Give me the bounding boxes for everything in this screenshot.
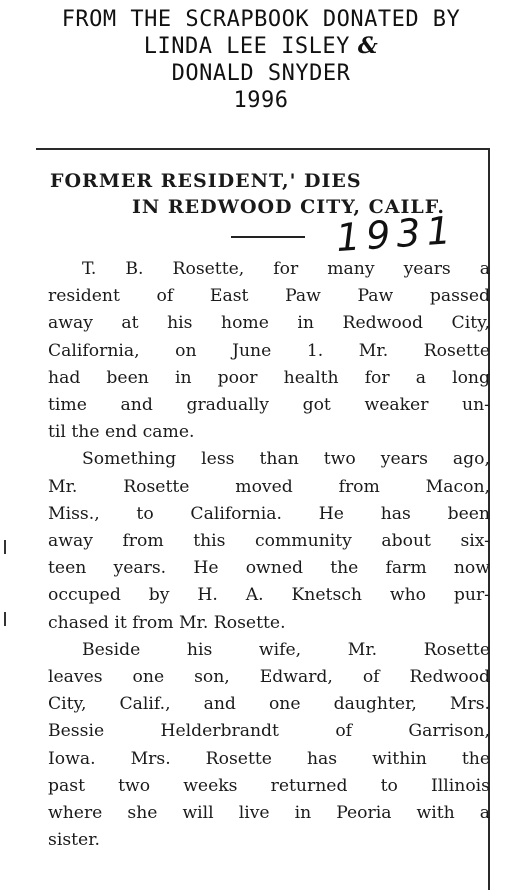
body-line: Bessie Helderbrandt of Garrison,: [48, 721, 490, 742]
body-line: time and gradually got weaker un-: [48, 395, 490, 416]
headline-line-2: IN REDWOOD CITY, CAILF.: [132, 196, 445, 218]
body-line: resident of East Paw Paw passed: [48, 286, 490, 307]
handwritten-year: 1931: [334, 207, 459, 261]
header-line-1: FROM THE SCRAPBOOK DONATED BY: [61, 7, 461, 32]
body-line: California, on June 1. Mr. Rosette: [48, 340, 490, 361]
body-line: Iowa. Mrs. Rosette has within the: [48, 748, 490, 769]
body-line: away from this community about six-: [48, 531, 490, 552]
body-line: where she will live in Peoria with a: [48, 803, 490, 824]
body-line: away at his home in Redwood City,: [48, 313, 490, 334]
body-line: had been in poor health for a long: [48, 367, 490, 388]
body-line: chased it from Mr. Rosette.: [48, 612, 286, 633]
ampersand-mark: &: [357, 33, 379, 59]
donor-name-1: LINDA LEE ISLEY: [143, 34, 350, 59]
scrapbook-header: [0, 6, 522, 114]
body-line: occuped by H. A. Knetsch who pur-: [48, 585, 490, 606]
body-line: teen years. He owned the farm now: [48, 558, 490, 579]
body-line: Beside his wife, Mr. Rosette: [82, 639, 490, 660]
scan-margin-mark: [4, 612, 6, 626]
article-body: [48, 256, 490, 854]
body-line: leaves one son, Edward, of Redwood: [48, 667, 490, 688]
body-line: City, Calif., and one daughter, Mrs.: [48, 694, 490, 715]
body-line: past two weeks returned to Illinois: [48, 775, 490, 796]
body-line: Mr. Rosette moved from Macon,: [48, 476, 490, 497]
headline-divider: [231, 236, 305, 238]
header-year: 1996: [233, 88, 289, 113]
headline-line-1: FORMER RESIDENT,' DIES: [50, 170, 362, 192]
header-line-3: DONALD SNYDER: [171, 61, 351, 86]
header-line-2: [0, 33, 522, 60]
body-line: Something less than two years ago,: [82, 449, 490, 470]
body-line: T. B. Rosette, for many years a: [82, 259, 490, 279]
body-line: til the end came.: [48, 422, 195, 443]
scan-margin-mark: [4, 540, 6, 554]
body-line: Miss., to California. He has been: [48, 503, 490, 524]
body-line: sister.: [48, 830, 101, 851]
